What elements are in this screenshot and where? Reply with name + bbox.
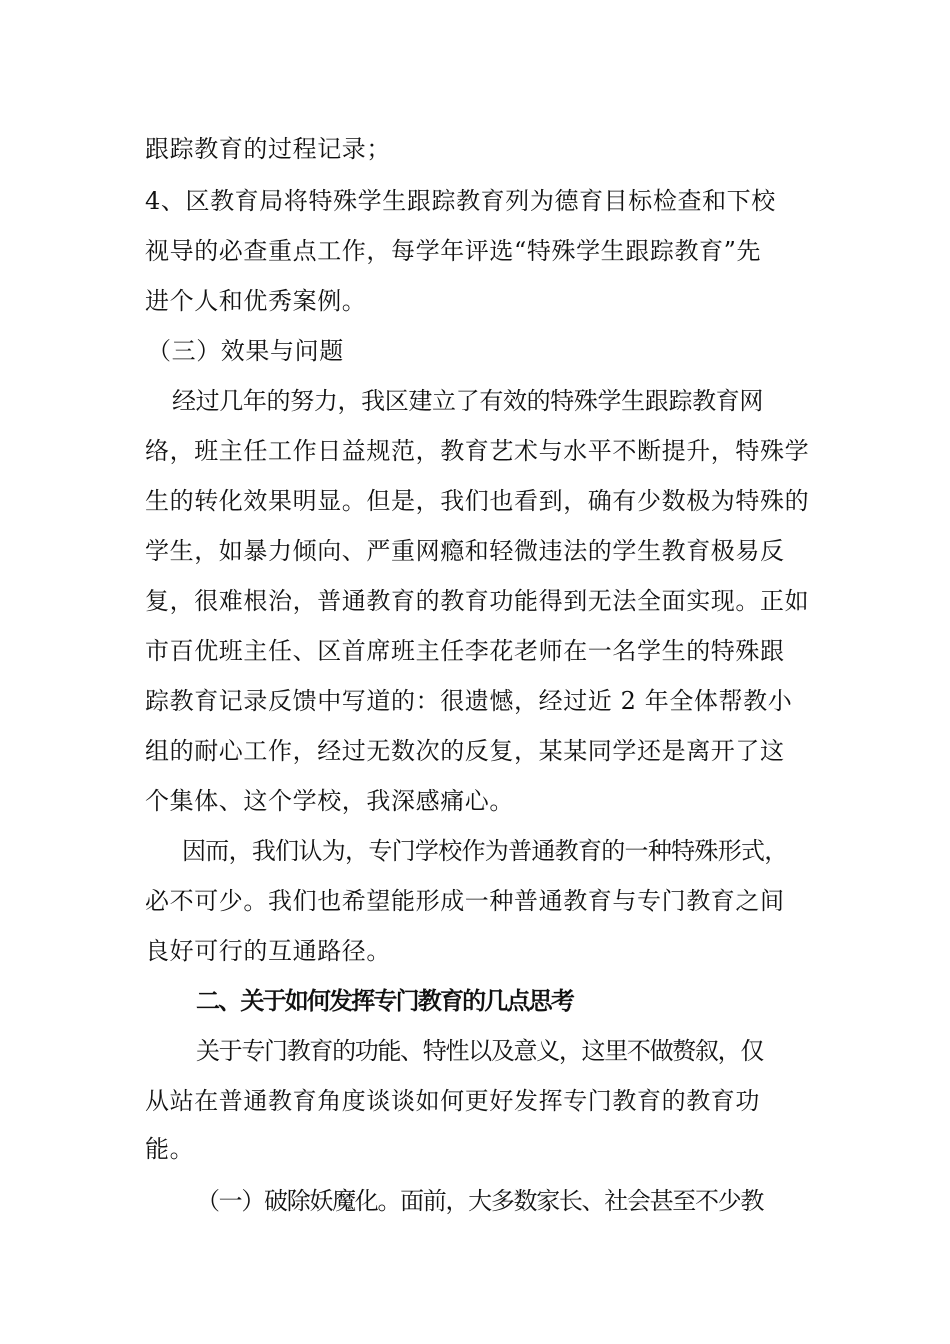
paragraph-line: 组的耐心工作，经过无数次的反复，某某同学还是离开了这 [145, 737, 785, 765]
paragraph-line: 络，班主任工作日益规范，教育艺术与水平不断提升，特殊学 [145, 437, 810, 465]
paragraph-line: 从站在普通教育角度谈谈如何更好发挥专门教育的教育功 [145, 1087, 760, 1115]
paragraph-line: 视导的必查重点工作，每学年评选“特殊学生跟踪教育”先 [145, 237, 762, 265]
section-heading: （三）效果与问题 [147, 337, 344, 365]
paragraph-line: （一）破除妖魔化。面前，大多数家长、社会甚至不少教 [196, 1187, 763, 1215]
paragraph-line: 市百优班主任、区首席班主任李花老师在一名学生的特殊跟 [145, 637, 785, 665]
paragraph-line: 关于专门教育的功能、特性以及意义，这里不做赘叙，仅 [196, 1037, 763, 1065]
paragraph-line: 进个人和优秀案例。 [145, 287, 367, 315]
paragraph-line: 必不可少。我们也希望能形成一种普通教育与专门教育之间 [145, 887, 785, 915]
paragraph-line: 因而，我们认为，专门学校作为普通教育的一种特殊形式， [182, 837, 788, 865]
paragraph-line: 生的转化效果明显。但是，我们也看到，确有少数极为特殊的 [145, 487, 810, 515]
paragraph-line: 良好可行的互通路径。 [145, 937, 391, 965]
paragraph-line: 踪教育记录反馈中写道的：很遗憾，经过近 2 年全体帮教小 [145, 687, 793, 715]
paragraph-line: 学生，如暴力倾向、严重网瘾和轻微违法的学生教育极易反 [145, 537, 785, 565]
paragraph-line: 复，很难根治，普通教育的教育功能得到无法全面实现。正如 [145, 587, 810, 615]
section-heading: 二、关于如何发挥专门教育的几点思考 [196, 987, 573, 1015]
paragraph-line: 能。 [145, 1135, 195, 1163]
paragraph-line: 经过几年的努力，我区建立了有效的特殊学生跟踪教育网 [172, 387, 763, 415]
paragraph-line: 个集体、这个学校，我深感痛心。 [145, 787, 514, 815]
paragraph-line: 跟踪教育的过程记录； [145, 135, 391, 163]
paragraph-line: 4、区教育局将特殊学生跟踪教育列为德育目标检查和下校 [145, 187, 776, 215]
